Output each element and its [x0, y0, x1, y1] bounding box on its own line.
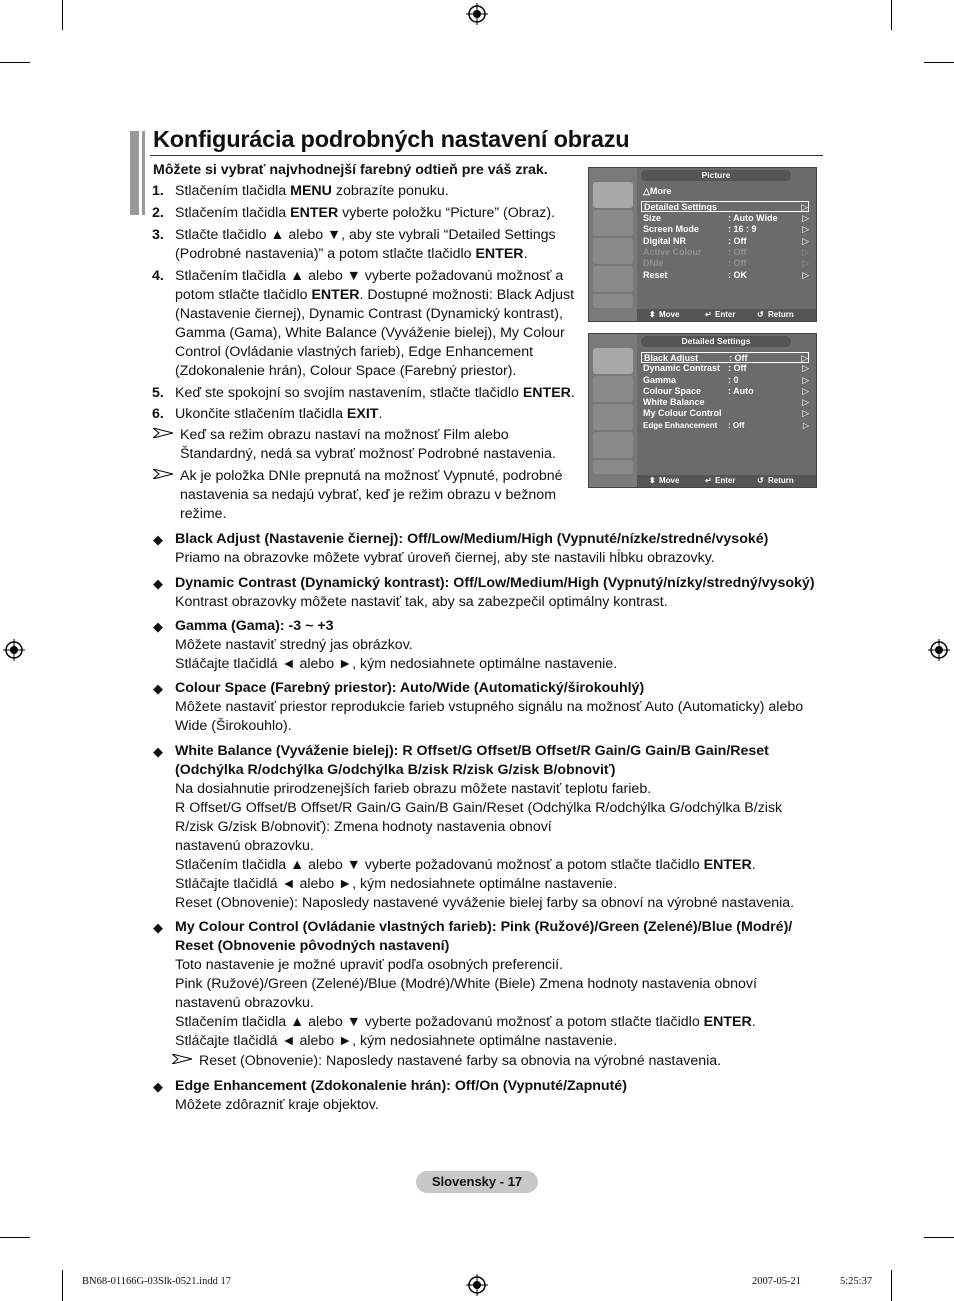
move-icon: ⬍ — [649, 310, 656, 319]
osd-row-my-colour-control[interactable]: My Colour Control ▷ — [643, 408, 809, 418]
step-number: 5. — [152, 385, 164, 401]
bullet-diamond-icon: ◆ — [153, 744, 163, 759]
osd-row-dnie: DNIe : Off ▷ — [643, 258, 809, 268]
osd-row-colour-space[interactable]: Colour Space : Auto ▷ — [643, 386, 809, 396]
step-5: Keď ste spokojní so svojím nastavením, stlačte tlačidlo ENTER. — [175, 385, 575, 401]
bullet-diamond-icon: ◆ — [153, 619, 163, 634]
osd-row-edge-enhancement[interactable]: Edge Enhancement : Off ▷ — [643, 421, 809, 430]
picture-icon — [593, 348, 633, 374]
step-number: 1. — [152, 183, 164, 199]
step-4: Stlačením tlačidla ▲ alebo ▼ vyberte požadovanú možnosť a potom stlačte tlačidlo ENTER. Dostupné možnosti: Black Adjust (Nastavenie čiernej), Dynamic Contrast (Dynamický kontrast), Gamma (Gama), White Balance (Vyváženie bielej), My Colour Control (Ovládanie vlastných farieb), Edge Enhancement (Zdokonalenie hrán), Colour Space (Farebný priestor). — [175, 268, 575, 379]
enter-icon: ↵ — [705, 476, 712, 485]
bullet-diamond-icon: ◆ — [153, 920, 163, 935]
note: Reset (Obnovenie): Naposledy nastavené farby sa obnovia na výrobné nastavenia. — [199, 1053, 722, 1069]
print-date: 2007-05-21 — [752, 1276, 801, 1287]
osd-row-reset[interactable]: Reset : OK ▷ — [643, 270, 809, 280]
crop-mark — [891, 0, 892, 30]
return-icon: ↺ — [757, 476, 764, 485]
osd-row-white-balance[interactable]: White Balance ▷ — [643, 397, 809, 407]
registration-mark-icon — [928, 639, 950, 661]
bullet-diamond-icon: ◆ — [153, 681, 163, 696]
osd-header: Picture — [641, 170, 791, 181]
osd-footer: ⬍ Move ↵ Enter ↺ Return — [637, 309, 816, 321]
input-icon — [593, 294, 633, 308]
registration-mark-icon — [466, 3, 488, 25]
step-1: Stlačením tlačidla MENU zobrazíte ponuku. — [175, 183, 449, 199]
crop-mark — [0, 62, 30, 63]
sound-icon — [593, 376, 633, 402]
note-arrow-icon — [153, 428, 173, 438]
crop-mark — [891, 1270, 892, 1301]
enter-icon: ↵ — [705, 310, 712, 319]
osd-footer: ⬍ Move ↵ Enter ↺ Return — [637, 475, 816, 487]
osd-sidebar — [589, 334, 637, 487]
page-number: Slovensky - 17 — [416, 1171, 538, 1193]
osd-more: △More — [643, 186, 672, 196]
crop-mark — [924, 62, 954, 63]
osd-row-screen-mode[interactable]: Screen Mode : 16 : 9 ▷ — [643, 224, 809, 234]
crop-mark — [0, 1237, 30, 1238]
channel-icon — [593, 404, 633, 430]
setup-icon — [593, 432, 633, 458]
bullet-diamond-icon: ◆ — [153, 1079, 163, 1094]
bullet-diamond-icon: ◆ — [153, 532, 163, 547]
setup-icon — [593, 266, 633, 292]
title-decoration — [130, 131, 139, 215]
osd-row-gamma[interactable]: Gamma : 0 ▷ — [643, 375, 809, 385]
crop-mark — [924, 1237, 954, 1238]
file-name: BN68-01166G-03Slk-0521.indd 17 — [82, 1276, 231, 1287]
crop-mark — [62, 0, 63, 30]
section-dynamic-contrast: Dynamic Contrast (Dynamický kontrast): Off/Low/Medium/High (Vypnutý/nízky/stredný/vysoký) Kontrast obrazovky môžete nastaviť tak, aby sa zabezpečil optimálny kontrast. — [175, 575, 815, 610]
section-my-colour-control: My Colour Control (Ovládanie vlastných farieb): Pink (Ružové)/Green (Zelené)/Blue (Modré)/ Reset (Obnovenie pôvodných nastavení) Toto nastavenie je možné upraviť podľa osobných preferencií. Pink (Ružové)/Green (Zelené)/Blue (Modré)/White (Biele) Zmena hodnoty nastavenia obnoví nastavenú obrazovku. Stlačením tlačidla ▲ alebo ▼ vyberte požadovanú možnosť a potom stlačte tlačidlo ENTER. Stláčajte tlačidlá ◄ alebo ►, kým nedosiahnete optimálne nastavenie. — [175, 919, 793, 1049]
section-colour-space: Colour Space (Farebný priestor): Auto/Wide (Automatický/širokouhlý) Môžete nastaviť priestor reprodukcie farieb vstupného signálu na možnosť Auto (Automaticky) alebo Wide (Širokouhlo). — [175, 680, 804, 734]
registration-mark-icon — [3, 639, 25, 661]
registration-mark-icon — [466, 1274, 488, 1296]
section-gamma: Gamma (Gama): -3 ~ +3 Môžete nastaviť stredný jas obrázkov. Stláčajte tlačidlá ◄ alebo ►, kým nedosiahnete optimálne nastavenie. — [175, 618, 618, 672]
section-white-balance: White Balance (Vyváženie bielej): R Offset/G Offset/B Offset/R Gain/G Gain/B Gain/Reset (Odchýlka R/odchýlka G/odchýlka B/zisk R/zisk G/zisk B/obnoviť) Na dosiahnutie prirodzenejších farieb obrazu môžete nastaviť teplotu farieb. R Offset/G Offset/B Offset/R Gain/G Gain/B Gain/Reset (Odchýlka R/odchýlka G/odchýlka B/zisk R/zisk G/zisk B/obnoviť): Zmena hodnoty nastavenia obnoví nastavenú obrazovku. Stlačením tlačidla ▲ alebo ▼ vyberte požadovanú možnosť a potom stlačte tlačidlo ENTER. Stláčajte tlačidlá ◄ alebo ►, kým nedosiahnete optimálne nastavenie. Reset (Obnovenie): Naposledy nastavené vyváženie bielej farby sa obnoví na výrobné nastavenia. — [175, 743, 795, 911]
osd-header: Detailed Settings — [641, 336, 791, 347]
step-number: 2. — [152, 205, 164, 221]
osd-row-dynamic-contrast[interactable]: Dynamic Contrast : Off ▷ — [643, 363, 809, 373]
step-number: 3. — [152, 227, 164, 243]
bullet-diamond-icon: ◆ — [153, 576, 163, 591]
osd-sidebar — [589, 168, 637, 321]
osd-row-black-adjust[interactable]: Black Adjust : Off ▷ — [641, 352, 809, 363]
osd-detailed-settings-menu — [588, 333, 817, 488]
section-black-adjust: Black Adjust (Nastavenie čiernej): Off/Low/Medium/High (Vypnuté/nízke/stredné/vysoké) Priamo na obrazovke môžete vybrať úroveň čiernej, aby ste nastavili hĺbku obrazovky. — [175, 531, 769, 566]
note-arrow-icon — [153, 469, 173, 479]
step-number: 4. — [152, 268, 164, 284]
osd-row-active-colour: Active Colour : Off ▷ — [643, 247, 809, 257]
intro-text: Môžete si vybrať najvhodnejší farebný odtieň pre váš zrak. — [153, 162, 548, 178]
note: Ak je položka DNIe prepnutá na možnosť Vypnuté, podrobné nastavenia sa nedajú vybrať, keď je režim obrazu v bežnom režime. — [180, 468, 563, 522]
return-icon: ↺ — [757, 310, 764, 319]
osd-row-size[interactable]: Size : Auto Wide ▷ — [643, 213, 809, 223]
note: Keď sa režim obrazu nastaví na možnosť Film alebo Štandardný, nedá sa vybrať možnosť Podrobné nastavenia. — [180, 427, 556, 462]
step-6: Ukončite stlačením tlačidla EXIT. — [175, 406, 383, 422]
osd-picture-menu — [588, 167, 817, 322]
input-icon — [593, 460, 633, 474]
section-edge-enhancement: Edge Enhancement (Zdokonalenie hrán): Off/On (Vypnuté/Zapnuté) Môžete zdôrazniť kraje objektov. — [175, 1078, 627, 1113]
osd-row-detailed-settings[interactable]: Detailed Settings ▷ — [641, 201, 809, 212]
crop-mark — [62, 1270, 63, 1301]
channel-icon — [593, 238, 633, 264]
step-3: Stlačte tlačidlo ▲ alebo ▼, aby ste vybrali “Detailed Settings (Podrobné nastavenia)” a potom stlačte tlačidlo ENTER. — [175, 227, 556, 262]
osd-row-digital-nr[interactable]: Digital NR : Off ▷ — [643, 236, 809, 246]
picture-icon — [593, 182, 633, 208]
step-number: 6. — [152, 406, 164, 422]
print-time: 5:25:37 — [840, 1276, 873, 1287]
page-title: Konfigurácia podrobných nastavení obrazu — [153, 126, 630, 152]
title-decoration — [142, 131, 145, 215]
sound-icon — [593, 210, 633, 236]
title-underline — [150, 155, 823, 156]
note-arrow-icon — [172, 1054, 192, 1064]
step-2: Stlačením tlačidla ENTER vyberte položku “Picture” (Obraz). — [175, 205, 556, 221]
move-icon: ⬍ — [649, 476, 656, 485]
